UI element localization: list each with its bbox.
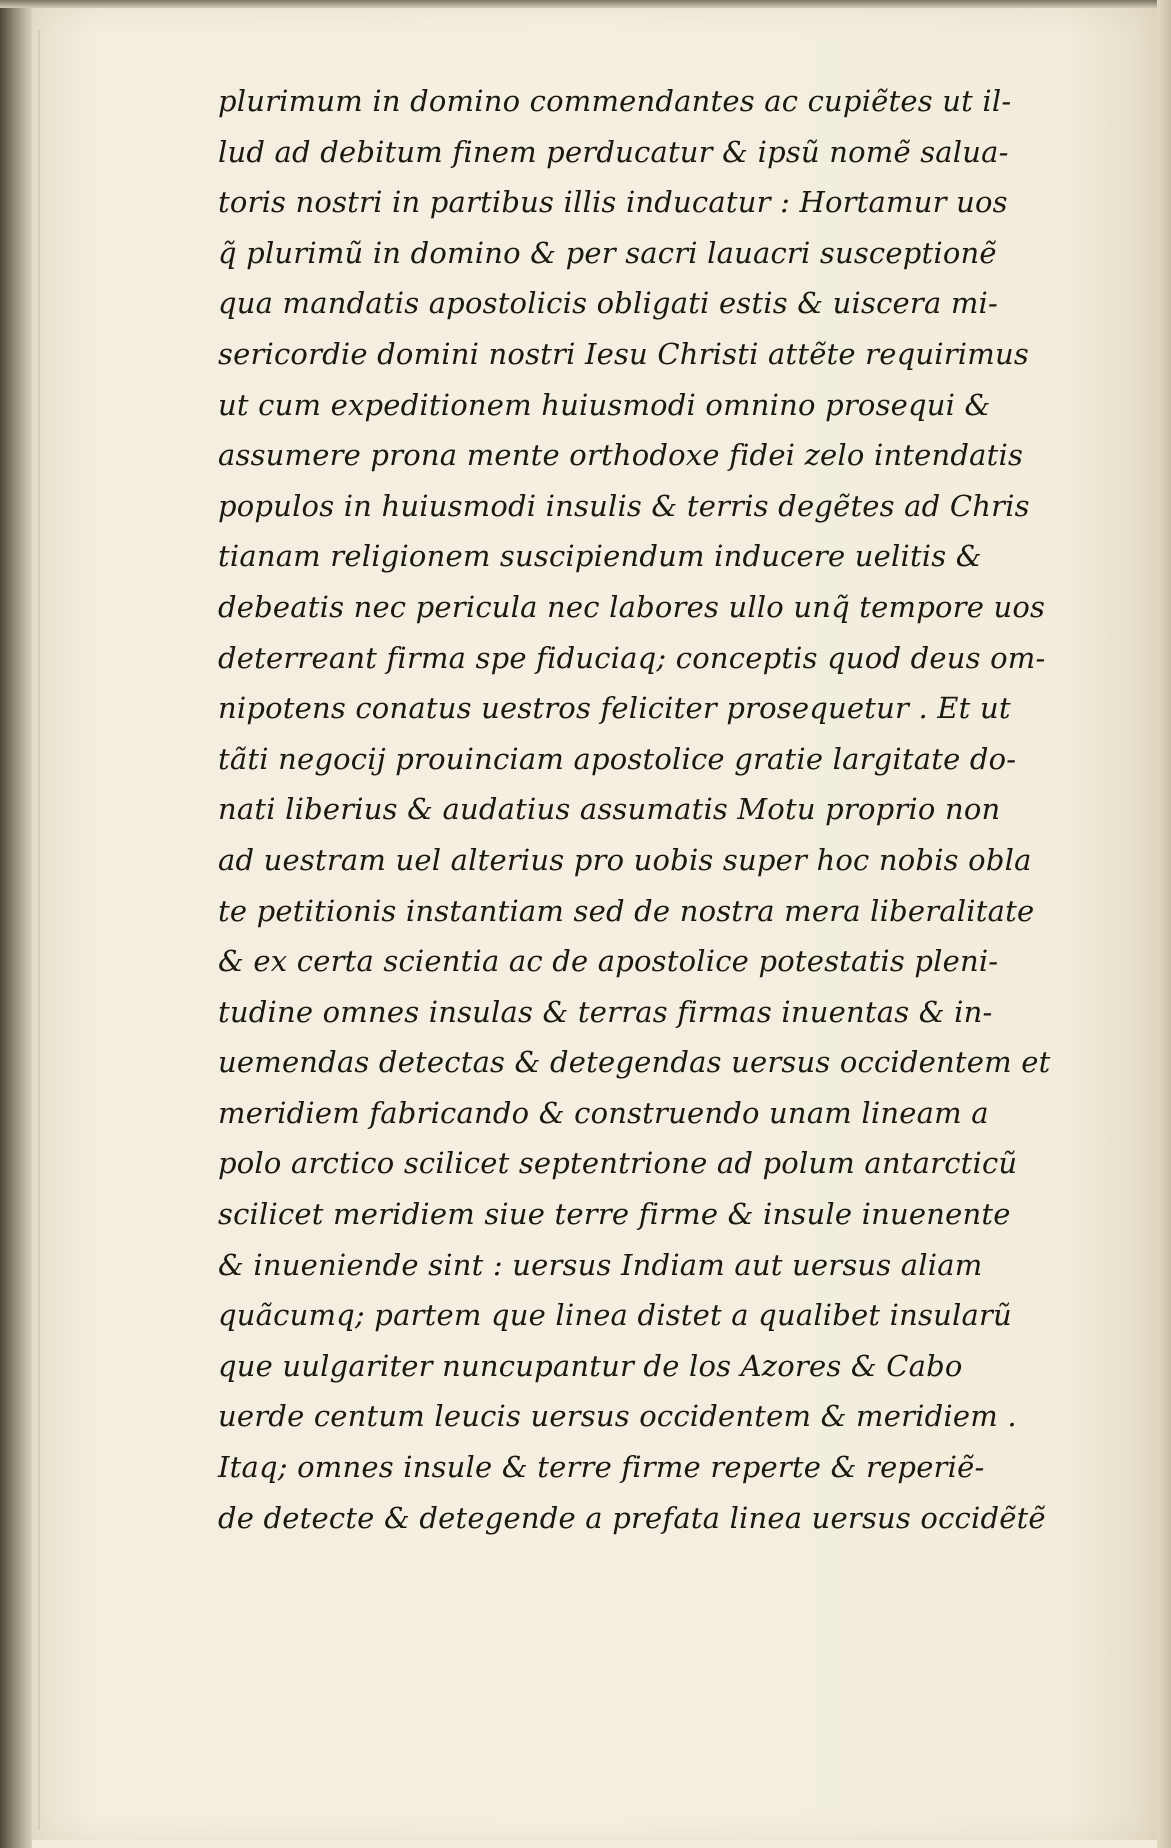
text-line: lud ad debitum finem perducatur & ipsũ nomẽ salua- xyxy=(218,134,1009,169)
text-line: debeatis nec pericula nec labores ullo unq̃ tempore uos xyxy=(218,589,1046,624)
text-block xyxy=(218,76,1058,1543)
text-line: ut cum expeditionem huiusmodi omnino prosequi & xyxy=(218,387,991,422)
text-line: & ex certa scientia ac de apostolice potestatis pleni- xyxy=(218,944,999,979)
text-line: deterreant firma spe fiduciaq; conceptis quod deus om- xyxy=(218,640,1046,675)
text-line: sericordie domini nostri Iesu Christi attẽte requirimus xyxy=(218,336,1029,371)
text-line: de detecte & detegende a prefata linea uersus occidẽtẽ xyxy=(218,1500,1046,1535)
binding-edge xyxy=(0,0,32,1848)
text-line: uerde centum leucis uersus occidentem & meridiem . xyxy=(218,1399,1017,1434)
text-line: nipotens conatus uestros feliciter prosequetur . Et ut xyxy=(218,691,1011,726)
text-line: assumere prona mente orthodoxe fidei zelo intendatis xyxy=(218,438,1024,473)
text-line: toris nostri in partibus illis inducatur : Hortamur uos xyxy=(218,185,1008,220)
text-line: plurimum in domino commendantes ac cupiẽtes ut il- xyxy=(218,84,1012,118)
text-line: te petitionis instantiam sed de nostra mera liberalitate xyxy=(218,893,1035,928)
text-line: tianam religionem suscipiendum inducere uelitis & xyxy=(218,539,982,574)
text-line: & inueniende sint : uersus Indiam aut uersus aliam xyxy=(218,1247,983,1282)
text-line: nati liberius & audatius assumatis Motu proprio non xyxy=(218,792,1001,827)
text-line: uemendas detectas & detegendas uersus occidentem et xyxy=(218,1045,1051,1080)
text-line: q̃ plurimũ in domino & per sacri lauacri susceptionẽ xyxy=(218,235,997,270)
text-line: quãcumq; partem que linea distet a qualibet insularũ xyxy=(218,1298,1012,1333)
text-line: populos in huiusmodi insulis & terris degẽtes ad Chris xyxy=(218,488,1030,523)
text-line: que uulgariter nuncupantur de los Azores & Cabo xyxy=(218,1348,963,1383)
right-edge xyxy=(1157,0,1171,1848)
text-line: tãti negocij prouinciam apostolice gratie largitate do- xyxy=(218,741,1017,776)
text-line: meridiem fabricando & construendo unam lineam a xyxy=(218,1095,989,1130)
fold-line xyxy=(38,30,40,1830)
text-line: qua mandatis apostolicis obligati estis & uiscera mi- xyxy=(218,286,999,321)
text-line: tudine omnes insulas & terras firmas inuentas & in- xyxy=(218,994,993,1029)
text-line: scilicet meridiem siue terre firme & insule inuenente xyxy=(218,1197,1011,1232)
top-edge xyxy=(0,0,1171,8)
text-line: polo arctico scilicet septentrione ad polum antarcticũ xyxy=(218,1146,1018,1181)
text-line: ad uestram uel alterius pro uobis super hoc nobis obla xyxy=(218,842,1032,877)
text-line: Itaq; omnes insule & terre firme reperte & reperiẽ- xyxy=(218,1450,985,1485)
